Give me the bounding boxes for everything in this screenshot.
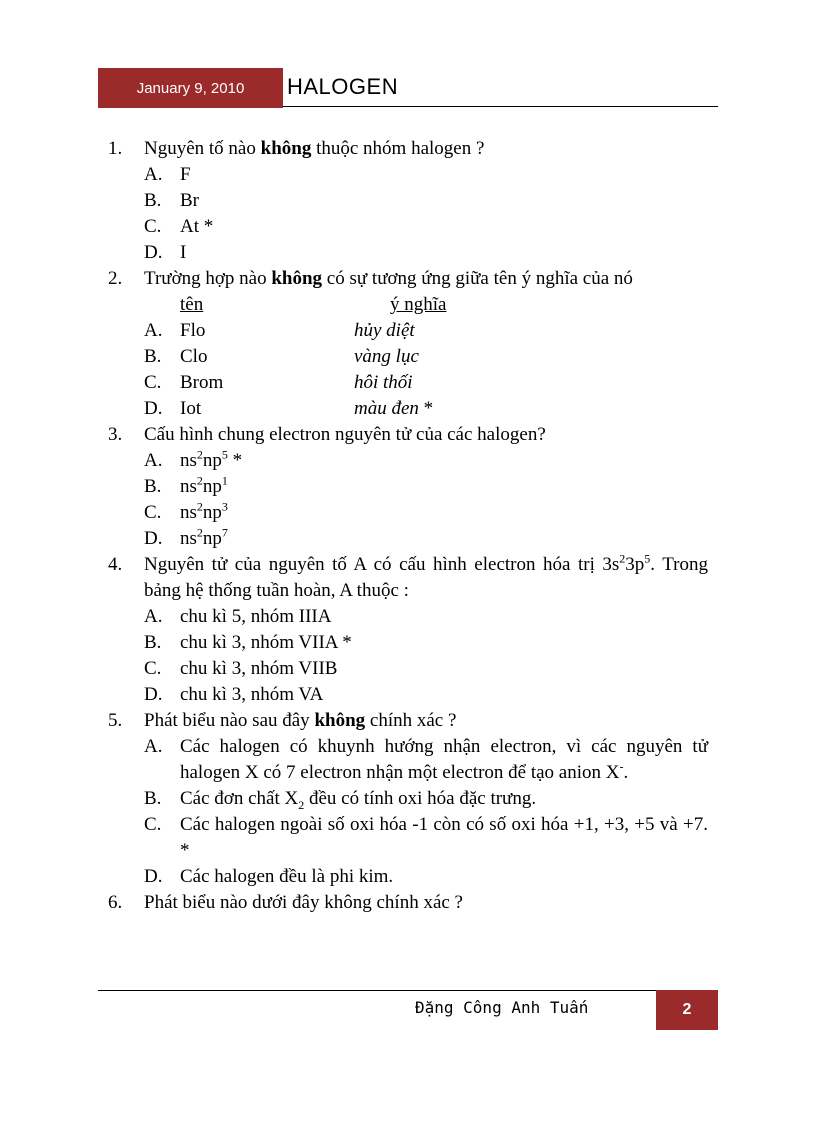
question-text: Phát biểu nào sau đây không chính xác ? bbox=[144, 710, 457, 731]
question-text: Cấu hình chung electron nguyên tử của các halogen? bbox=[144, 424, 546, 445]
option-text: Các đơn chất $X_2$ đều có tính oxi hóa đặc trưng. bbox=[180, 788, 537, 812]
page-number: 2 bbox=[656, 990, 718, 1030]
option bbox=[144, 812, 708, 864]
option-text: Các halogen có khuynh hướng nhận electron, vì các nguyên tử halogen X có 7 electron nhận một electron để tạo anion X-. bbox=[180, 736, 708, 783]
option-text: $ns^2np^1$ bbox=[180, 473, 228, 497]
option bbox=[144, 734, 708, 786]
question-number: 1. bbox=[108, 138, 123, 159]
option-text: F bbox=[180, 164, 191, 185]
question-6 bbox=[108, 890, 708, 916]
option-meaning: hủy diệt bbox=[354, 320, 415, 341]
option-letter: B. bbox=[144, 346, 162, 367]
column-header-name: tên bbox=[180, 294, 204, 315]
option-letter: D. bbox=[144, 684, 163, 705]
option bbox=[144, 474, 708, 500]
option-meaning: hôi thối bbox=[354, 372, 413, 393]
option-text: chu kì 3, nhóm VA bbox=[180, 684, 324, 705]
footer-author: Đặng Công Anh Tuấn bbox=[415, 998, 589, 1017]
option-letter: D. bbox=[144, 398, 163, 419]
option-text: At * bbox=[180, 216, 214, 237]
option-text: Các halogen đều là phi kim. bbox=[180, 866, 394, 887]
question-2 bbox=[108, 266, 708, 292]
question-5 bbox=[108, 708, 708, 734]
option bbox=[144, 500, 708, 526]
question-number: 5. bbox=[108, 710, 123, 731]
option-letter: C. bbox=[144, 658, 162, 679]
option-letter: C. bbox=[144, 502, 162, 523]
option bbox=[144, 448, 708, 474]
option bbox=[144, 162, 708, 188]
question-text: Nguyên tố nào không thuộc nhóm halogen ? bbox=[144, 138, 485, 159]
option bbox=[144, 604, 708, 630]
option-letter: A. bbox=[144, 450, 163, 471]
option-text: I bbox=[180, 242, 187, 263]
option-text: Brom bbox=[180, 372, 224, 393]
option-letter: B. bbox=[144, 632, 162, 653]
answer-mark: * bbox=[418, 398, 434, 419]
header-date: January 9, 2010 bbox=[98, 68, 283, 108]
option-letter: C. bbox=[144, 216, 162, 237]
option bbox=[144, 344, 708, 370]
option-letter: A. bbox=[144, 164, 163, 185]
header-rule bbox=[283, 106, 718, 107]
question-number: 6. bbox=[108, 892, 123, 913]
option bbox=[144, 630, 708, 656]
question-text: Phát biểu nào dưới đây không chính xác ? bbox=[144, 892, 463, 913]
question-text: Trường hợp nào không có sự tương ứng giữa tên ý nghĩa của nó bbox=[144, 268, 633, 289]
option-letter: A. bbox=[144, 320, 163, 341]
table-header bbox=[180, 292, 708, 318]
question-list bbox=[108, 136, 708, 916]
option-letter: A. bbox=[144, 606, 163, 627]
question-3 bbox=[108, 422, 708, 448]
option bbox=[144, 240, 708, 266]
option-letter: A. bbox=[144, 736, 163, 757]
option-letter: D. bbox=[144, 866, 163, 887]
option-letter: D. bbox=[144, 242, 163, 263]
question-number: 4. bbox=[108, 554, 123, 575]
option-text: Br bbox=[180, 190, 199, 211]
option bbox=[144, 864, 708, 890]
option-text: Clo bbox=[180, 346, 208, 367]
document-title: HALOGEN bbox=[287, 74, 399, 99]
option-text: Flo bbox=[180, 320, 206, 341]
question-number: 2. bbox=[108, 268, 123, 289]
option-text: chu kì 3, nhóm VIIB bbox=[180, 658, 338, 679]
option-letter: D. bbox=[144, 528, 163, 549]
option-letter: B. bbox=[144, 476, 162, 497]
question-number: 3. bbox=[108, 424, 123, 445]
column-header-meaning: ý nghĩa bbox=[390, 294, 447, 315]
option bbox=[144, 526, 708, 552]
option bbox=[144, 214, 708, 240]
option-text: $ns^2np^3$ bbox=[180, 499, 228, 523]
option bbox=[144, 396, 708, 422]
option-meaning: màu đen * bbox=[354, 398, 434, 419]
option-text: Iot bbox=[180, 398, 202, 419]
option-letter: C. bbox=[144, 814, 162, 835]
option-text: chu kì 5, nhóm IIIA bbox=[180, 606, 332, 627]
option-text: Các halogen ngoài số oxi hóa -1 còn có số oxi hóa +1, +3, +5 và +7. * bbox=[180, 814, 708, 861]
option-text: chu kì 3, nhóm VIIA * bbox=[180, 632, 352, 653]
option-letter: C. bbox=[144, 372, 162, 393]
option bbox=[144, 786, 708, 812]
footer-rule bbox=[98, 990, 658, 991]
option bbox=[144, 188, 708, 214]
question-text: Nguyên tử của nguyên tố A có cấu hình electron hóa trị $3s^23p^5$. Trong bảng hệ thống tuần hoàn, A thuộc : bbox=[144, 551, 708, 601]
option bbox=[144, 370, 708, 396]
option-letter: B. bbox=[144, 788, 162, 809]
option bbox=[144, 318, 708, 344]
option-letter: B. bbox=[144, 190, 162, 211]
option bbox=[144, 656, 708, 682]
question-1 bbox=[108, 136, 708, 162]
question-4 bbox=[108, 552, 708, 604]
option-text: $ns^2np^7$ bbox=[180, 525, 228, 549]
page-header bbox=[98, 68, 718, 108]
option-meaning: vàng lục bbox=[354, 346, 419, 367]
option-text: $ns^2np^5$ * bbox=[180, 447, 243, 471]
option bbox=[144, 682, 708, 708]
